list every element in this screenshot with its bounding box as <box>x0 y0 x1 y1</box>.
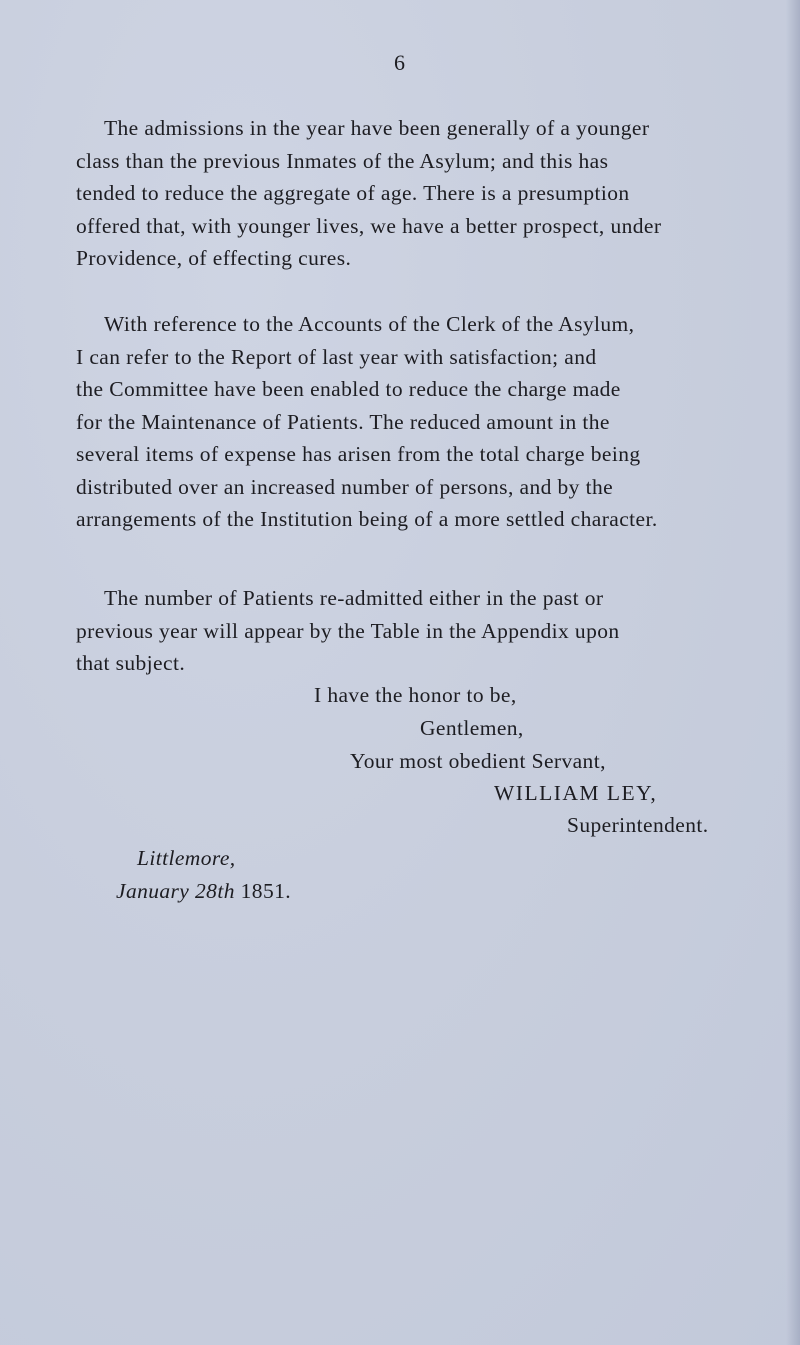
signature-salutation: Gentlemen, <box>420 716 524 740</box>
text-line: for the Maintenance of Patients. The reduced amount in the <box>76 409 610 434</box>
page-edge-shadow <box>786 0 800 1345</box>
date-year: 1851. <box>240 879 292 903</box>
date-month-day: January 28th <box>116 879 235 903</box>
page-number: 6 <box>394 50 406 75</box>
text-line: The number of Patients re-admitted either in the past or <box>104 586 604 610</box>
paragraph-readmissions <box>76 582 784 680</box>
text-line: class than the previous Inmates of the Asylum; and this has <box>76 148 609 173</box>
text-line: I can refer to the Report of last year with satisfaction; and <box>76 344 597 369</box>
text-line: that subject. <box>76 651 186 675</box>
text-line: The admissions in the year have been generally of a younger <box>104 116 650 140</box>
text-line: arrangements of the Institution being of a more settled character. <box>76 507 658 531</box>
paragraph-admissions <box>76 112 784 275</box>
text-line: distributed over an increased number of persons, and by the <box>76 474 614 499</box>
text-line: offered that, with younger lives, we have a better prospect, under <box>76 213 662 238</box>
date-line <box>116 876 291 906</box>
text-line: the Committee have been enabled to reduce the charge made <box>76 377 621 401</box>
text-line: tended to reduce the aggregate of age. There is a presumption <box>76 181 630 205</box>
text-line: previous year will appear by the Table in the Appendix upon <box>76 618 620 643</box>
text-line: With reference to the Accounts of the Clerk of the Asylum, <box>104 312 635 336</box>
text-line: Providence, of effecting cures. <box>76 246 352 270</box>
place-line: Littlemore, <box>137 846 236 870</box>
signature-title: Superintendent. <box>567 813 709 837</box>
signature-servant: Your most obedient Servant, <box>350 749 606 773</box>
signature-name: WILLIAM LEY, <box>494 781 658 805</box>
signature-closing: I have the honor to be, <box>314 683 517 707</box>
paragraph-accounts <box>76 308 784 536</box>
text-line: several items of expense has arisen from the total charge being <box>76 442 641 466</box>
